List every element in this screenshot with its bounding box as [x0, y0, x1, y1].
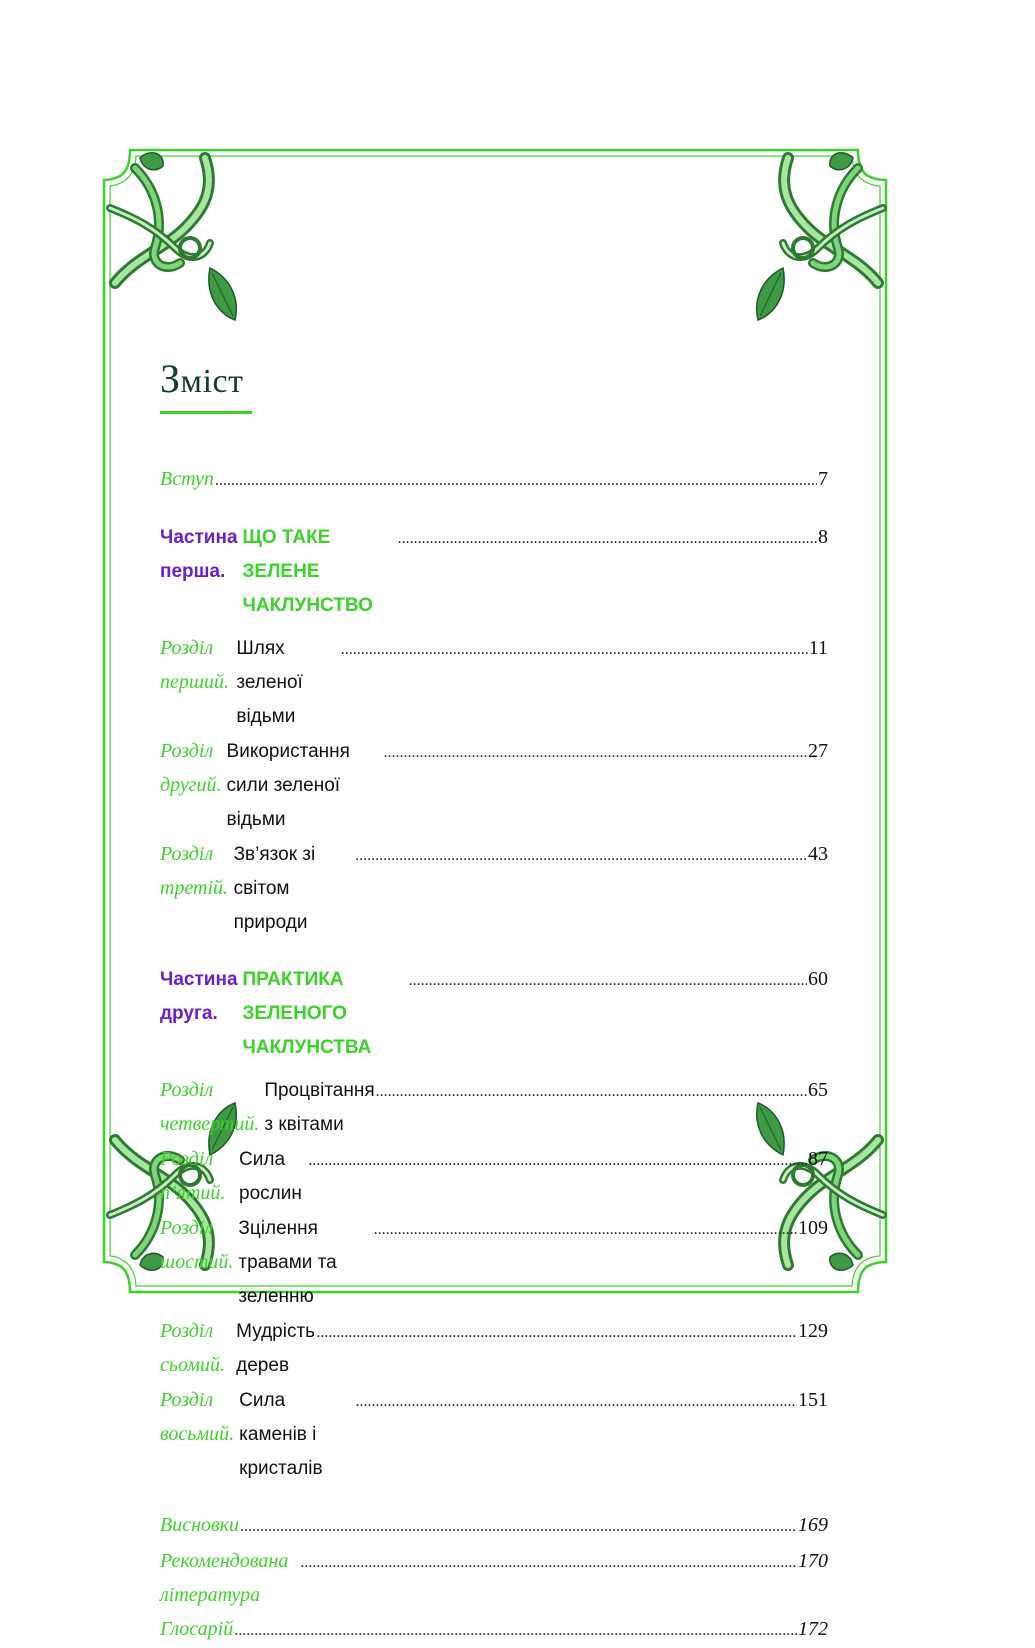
toc-leader-dots [316, 1316, 797, 1350]
toc-entry-title: ПРАКТИКА ЗЕЛЕНОГО ЧАКЛУНСТВА [242, 969, 372, 1058]
toc-entry[interactable] [160, 1314, 828, 1383]
toc-entry[interactable] [160, 1544, 828, 1612]
toc-page-number: 172 [798, 1618, 828, 1640]
toc-leader-dots [384, 736, 807, 770]
toc-entry-label: Висновки [160, 1514, 240, 1536]
title-underline [160, 411, 252, 414]
vine-ornament-top-right [748, 148, 888, 328]
toc-entry-label: Частина перша. [160, 527, 238, 582]
page-title [160, 355, 243, 402]
toc-spacer [160, 623, 828, 631]
toc-leader-dots [398, 522, 817, 556]
toc-page-number: 170 [798, 1550, 828, 1572]
toc-entry-title: Зв’язок зі світом природи [233, 844, 316, 933]
toc-entry-title: Зцілення травами та зеленню [238, 1218, 337, 1307]
toc-leader-dots [308, 1144, 807, 1178]
toc-entry-label: Розділ шостий. [160, 1217, 234, 1273]
page-title-initial: З [160, 356, 181, 401]
toc-entry-label: Розділ п’ятий. [160, 1148, 226, 1204]
toc-entry-label: Глосарій [160, 1618, 234, 1640]
toc-page-number: 7 [818, 468, 828, 490]
toc-entry-label: Розділ восьмий. [160, 1389, 235, 1445]
toc-entry[interactable] [160, 1508, 828, 1544]
toc-page-number: 109 [798, 1217, 828, 1239]
toc-spacer [160, 940, 828, 962]
toc-entry-label: Частина друга. [160, 969, 238, 1024]
toc-entry[interactable] [160, 1383, 828, 1486]
toc-entry-label: Вступ [160, 468, 214, 490]
toc-page-number: 8 [818, 526, 828, 548]
toc-entry-label: Розділ сьомий. [160, 1320, 225, 1376]
toc-entry[interactable] [160, 631, 828, 734]
toc-entry[interactable] [160, 520, 828, 623]
toc-entry-label: Рекомендована література [160, 1550, 289, 1606]
toc-spacer [160, 1065, 828, 1073]
toc-spacer [160, 498, 828, 520]
toc-leader-dots [240, 1510, 797, 1544]
toc-entry-label: Розділ перший. [160, 637, 229, 693]
toc-page-number: 27 [808, 740, 828, 762]
toc-entry-title: ЩО ТАКЕ ЗЕЛЕНЕ ЧАКЛУНСТВО [242, 527, 373, 616]
vine-ornament-top-left [105, 148, 245, 328]
toc-entry-title: Сила каменів і кристалів [239, 1390, 323, 1479]
toc-page-number: 169 [798, 1514, 828, 1536]
toc-entry[interactable] [160, 1142, 828, 1211]
toc-entry-title: Процвітання з квітами [264, 1080, 375, 1135]
toc-entry[interactable] [160, 1073, 828, 1142]
toc-leader-dots [355, 839, 807, 873]
toc-leader-dots [300, 1546, 797, 1580]
toc-page-number: 11 [808, 637, 828, 659]
toc-page-number: 151 [798, 1389, 828, 1411]
toc-entry-label: Розділ другий. [160, 740, 222, 796]
toc-entry-title: Сила рослин [239, 1149, 302, 1204]
table-of-contents [160, 462, 828, 1648]
toc-entry[interactable] [160, 962, 828, 1065]
toc-leader-dots [355, 1385, 797, 1419]
toc-page-number: 129 [798, 1320, 828, 1342]
toc-leader-dots [409, 964, 807, 998]
toc-leader-dots [234, 1614, 797, 1648]
toc-page-number: 60 [808, 968, 828, 990]
page-title-rest: міст [180, 363, 244, 400]
toc-leader-dots [341, 633, 808, 667]
toc-entry[interactable] [160, 1211, 828, 1314]
toc-entry[interactable] [160, 1612, 828, 1648]
toc-entry-title: Шлях зеленої відьми [236, 638, 303, 727]
toc-leader-dots [376, 1075, 807, 1109]
toc-page-number: 43 [808, 843, 829, 865]
toc-entry[interactable] [160, 837, 828, 940]
toc-leader-dots [374, 1213, 797, 1247]
toc-entry[interactable] [160, 462, 828, 498]
toc-page-number: 87 [808, 1148, 828, 1170]
toc-entry-label: Розділ третій. [160, 843, 229, 899]
toc-leader-dots [215, 464, 817, 498]
toc-entry-title: Використання сили зеленої відьми [226, 741, 350, 830]
toc-page-number: 65 [808, 1079, 828, 1101]
toc-entry-label: Розділ четвертий. [160, 1079, 260, 1135]
toc-entry[interactable] [160, 734, 828, 837]
toc-entry-title: Мудрість дерев [236, 1321, 316, 1376]
toc-spacer [160, 1486, 828, 1508]
